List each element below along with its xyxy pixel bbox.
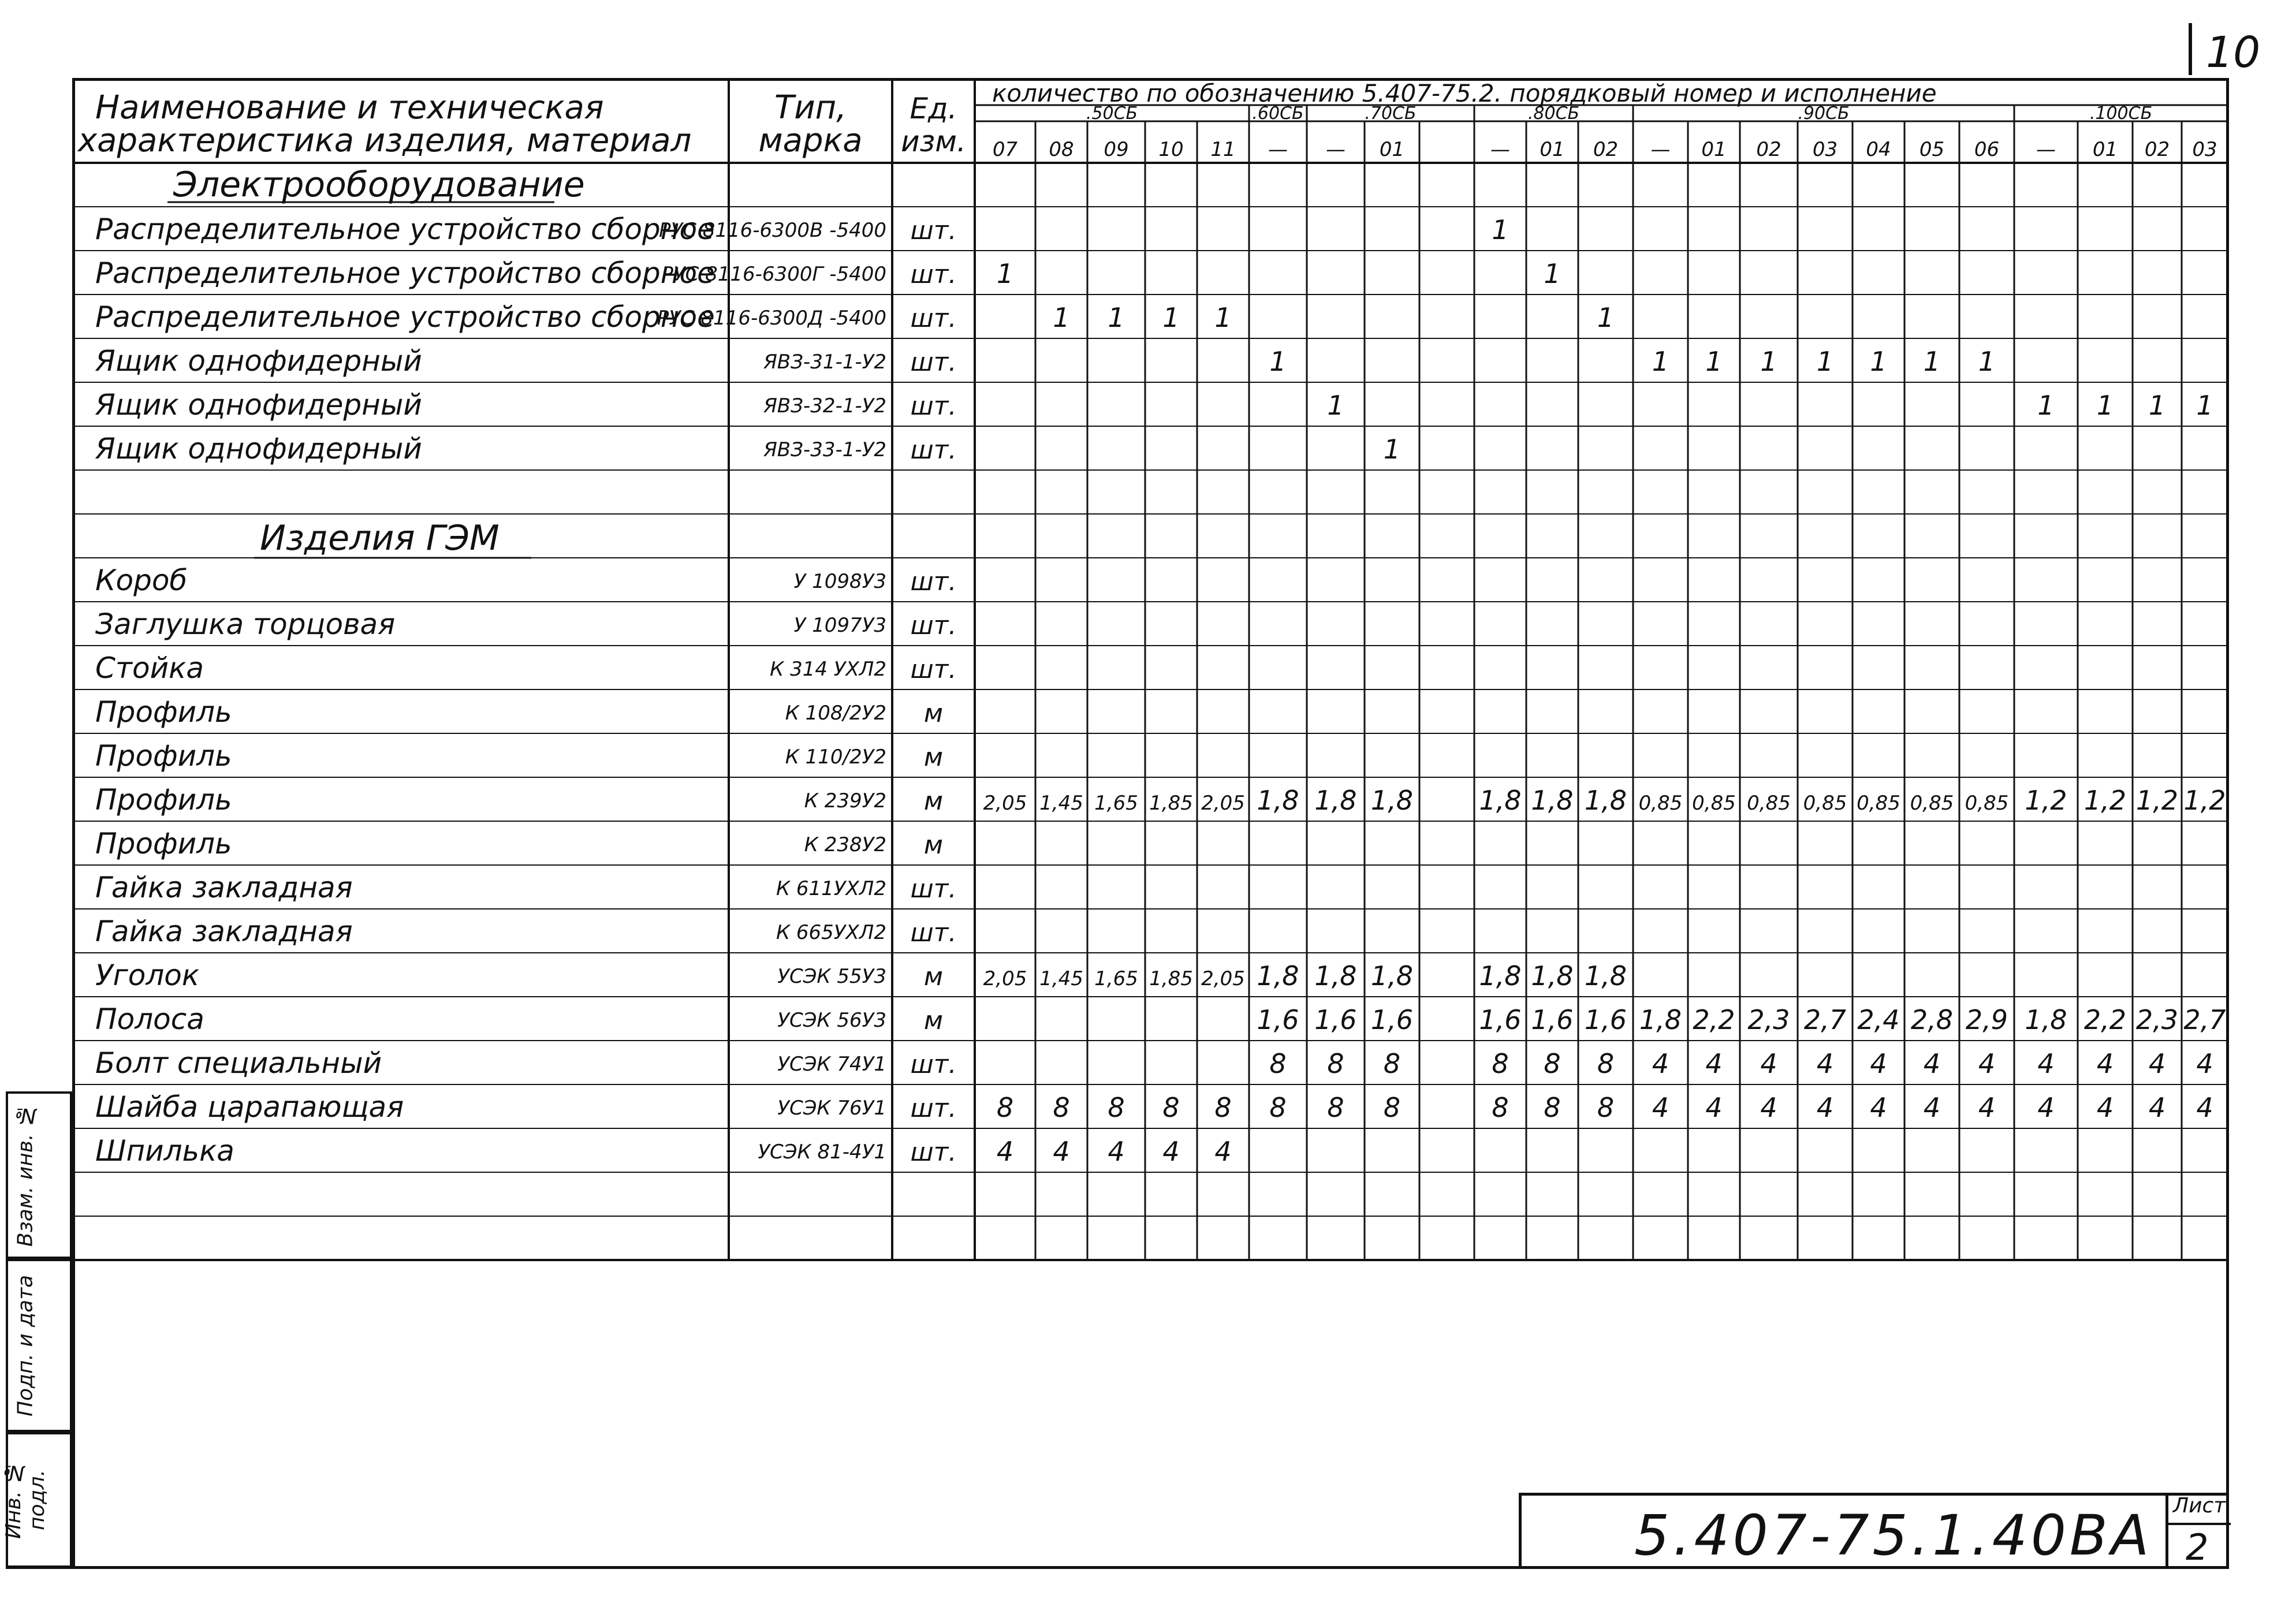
cell-20-10: 8 [1544,1092,1561,1123]
header-name-line2: характеристика изделия, материал [78,122,692,159]
row-type-9: У 1097У3 [793,614,886,637]
cell-13-6: 1,8 [1314,785,1357,816]
cell-13-18: 0,85 [1965,792,2009,815]
quantity-title: количество по обозначению 5.407-75.2. порядковый номер и исполнение [992,79,1937,107]
cell-13-13: 0,85 [1692,792,1736,815]
cell-20-1: 8 [1053,1092,1070,1123]
cell-18-5: 1,6 [1257,1004,1299,1035]
cell-19-15: 4 [1816,1048,1834,1079]
header-type-line1: Тип, [774,89,847,126]
row-unit-12: м [923,743,944,772]
row-type-21: УСЭК 81-4У1 [758,1140,886,1164]
cell-20-15: 4 [1816,1092,1834,1123]
cell-20-16: 4 [1870,1092,1887,1123]
row-type-1: РУС 8116-6300Г -5400 [661,263,886,286]
cell-13-9: 1,8 [1479,785,1522,816]
cell-20-22: 4 [2196,1092,2213,1123]
cell-1-0: 1 [996,258,1014,289]
row-type-2: РУС 8116-6300Д -5400 [657,307,886,330]
cell-18-7: 1,6 [1370,1004,1414,1035]
sheet-divider [2168,1523,2231,1525]
cell-3-16: 1 [1870,346,1887,377]
cell-3-17: 1 [1923,346,1941,377]
cell-17-7: 1,8 [1370,960,1414,991]
cell-18-11: 1,6 [1584,1004,1627,1035]
cell-17-11: 1,8 [1584,960,1627,991]
row-unit-15: шт. [910,874,957,904]
cell-18-14: 2,3 [1747,1004,1790,1035]
row-unit-13: м [923,787,944,816]
subcolumn-label-5: — [1268,138,1288,161]
cell-5-7: 1 [1383,434,1401,465]
subcolumn-label-4: 11 [1210,138,1236,161]
cell-13-14: 0,85 [1747,792,1791,815]
cell-19-12: 4 [1652,1048,1669,1079]
row-unit-20: шт. [910,1094,957,1123]
cell-13-21: 1,2 [2135,785,2179,816]
cell-2-11: 1 [1597,302,1615,333]
cell-21-1: 4 [1053,1136,1070,1167]
row-type-10: К 314 УХЛ2 [770,658,886,681]
row-name-19: Болт специальный [95,1046,382,1080]
cell-20-18: 4 [1978,1092,1996,1123]
cell-18-9: 1,6 [1479,1004,1522,1035]
cell-13-16: 0,85 [1857,792,1900,815]
subcolumn-label-10: 01 [1540,138,1565,161]
row-name-17: Уголок [95,959,200,992]
row-unit-2: шт. [910,304,957,333]
cell-19-19: 4 [2037,1048,2055,1079]
cell-13-10: 1,8 [1531,785,1574,816]
cell-20-12: 4 [1652,1092,1669,1123]
cell-21-0: 4 [996,1136,1014,1167]
cell-19-6: 8 [1327,1048,1344,1079]
cell-3-5: 1 [1269,346,1287,377]
cell-2-2: 1 [1108,302,1125,333]
sheet-value: 2 [2186,1526,2209,1568]
cell-19-22: 4 [2196,1048,2213,1079]
row-name-8: Короб [95,564,188,597]
group-label-4: .90СБ [1798,103,1850,124]
row-unit-4: шт. [910,392,957,421]
cell-13-20: 1,2 [2083,785,2127,816]
side-label-replacement: Взам. инв. № [13,1104,38,1247]
cell-19-10: 8 [1544,1048,1561,1079]
row-type-20: УСЭК 76У1 [777,1097,886,1120]
row-type-0: РУС 8116-6300В -5400 [658,219,886,242]
row-unit-10: шт. [910,655,957,684]
sheet-label: Лист [2173,1494,2226,1518]
row-name-14: Профиль [95,827,232,860]
cell-20-19: 4 [2037,1092,2055,1123]
group-label-2: .70СБ [1365,103,1417,124]
cell-13-11: 1,8 [1584,785,1627,816]
row-name-21: Шпилька [95,1134,234,1168]
row-unit-19: шт. [910,1050,957,1079]
header-type-line2: марка [758,122,863,159]
subcolumn-label-14: 02 [1756,138,1781,161]
cell-4-20: 1 [2096,390,2114,421]
cell-2-1: 1 [1053,302,1070,333]
cell-20-3: 8 [1162,1092,1180,1123]
subcolumn-label-6: — [1326,138,1345,161]
subcolumn-label-16: 04 [1866,138,1891,161]
row-name-20: Шайба царапающая [95,1090,404,1124]
document-code: 5.407-75.1.40ВА [1634,1503,2153,1568]
row-type-8: У 1098У3 [793,570,886,593]
cell-18-12: 1,8 [1639,1004,1682,1035]
subcolumn-label-20: 01 [2092,138,2118,161]
row-unit-3: шт. [910,348,957,377]
group-label-3: .80СБ [1527,103,1580,124]
row-name-5: Ящик однофидерный [95,432,422,465]
side-approval-strip [2,1091,72,1568]
row-name-2: Распределительное устройство сборное [95,300,715,334]
cell-19-11: 8 [1597,1048,1615,1079]
row-unit-14: м [923,830,944,860]
cell-20-11: 8 [1597,1092,1615,1123]
row-type-5: ЯВЗ-33-1-У2 [763,438,886,461]
cell-18-21: 2,3 [2135,1004,2179,1035]
cell-4-6: 1 [1327,390,1344,421]
header-unit-line2: изм. [901,125,966,158]
cell-20-7: 8 [1383,1092,1401,1123]
row-unit-9: шт. [910,611,957,640]
cell-13-22: 1,2 [2183,785,2226,816]
cell-18-6: 1,6 [1314,1004,1357,1035]
row-name-11: Профиль [95,695,232,729]
cell-21-3: 4 [1162,1136,1180,1167]
cell-13-2: 1,65 [1094,792,1138,815]
row-name-9: Заглушка торцовая [95,607,396,641]
row-unit-16: шт. [910,918,957,948]
cell-3-13: 1 [1705,346,1723,377]
sheet-box [2165,1493,2228,1568]
subcolumn-label-7: 01 [1379,138,1405,161]
row-unit-11: м [923,699,944,728]
cell-19-20: 4 [2096,1048,2114,1079]
group-label-1: .60СБ [1252,103,1304,124]
cell-20-4: 8 [1214,1092,1232,1123]
row-unit-18: м [923,1006,944,1035]
subcolumn-label-19: — [2036,138,2056,161]
cell-13-3: 1,85 [1149,792,1193,815]
cell-18-20: 2,2 [2083,1004,2127,1035]
cell-13-0: 2,05 [983,792,1027,815]
side-cell-signature [6,1259,72,1432]
subcolumn-label-3: 10 [1158,138,1184,161]
cell-18-10: 1,6 [1531,1004,1574,1035]
row-type-17: УСЭК 55У3 [777,965,886,988]
subcolumn-label-22: 03 [2192,138,2217,161]
side-label-signature: Подп. и дата [13,1274,38,1417]
row-unit-0: шт. [910,216,957,245]
cell-19-17: 4 [1923,1048,1941,1079]
subcolumn-label-9: — [1490,138,1510,161]
subcolumn-label-13: 01 [1701,138,1727,161]
row-name-15: Гайка закладная [95,871,353,904]
section-electro: Электрооборудование [173,165,585,205]
cell-19-16: 4 [1870,1048,1887,1079]
cell-13-1: 1,45 [1039,792,1083,815]
cell-18-17: 2,8 [1910,1004,1954,1035]
row-type-4: ЯВЗ-32-1-У2 [763,394,886,418]
cell-3-15: 1 [1816,346,1834,377]
cell-17-2: 1,65 [1094,967,1138,990]
cell-17-3: 1,85 [1149,967,1193,990]
cell-17-4: 2,05 [1201,967,1245,990]
row-name-0: Распределительное устройство сборное [95,213,715,246]
side-cell-replacement [6,1091,72,1259]
subcolumn-label-1: 08 [1049,138,1074,161]
cell-13-5: 1,8 [1257,785,1299,816]
row-name-12: Профиль [95,739,232,773]
cell-13-17: 0,85 [1910,792,1954,815]
cell-20-17: 4 [1923,1092,1941,1123]
cell-3-14: 1 [1760,346,1777,377]
cell-18-18: 2,9 [1965,1004,2008,1035]
cell-20-9: 8 [1492,1092,1509,1123]
cell-13-7: 1,8 [1370,785,1414,816]
row-type-19: УСЭК 74У1 [777,1053,886,1076]
row-name-1: Распределительное устройство сборное [95,256,715,290]
row-unit-17: м [923,962,944,991]
row-name-18: Полоса [95,1002,204,1036]
cell-19-18: 4 [1978,1048,1996,1079]
cell-19-14: 4 [1760,1048,1777,1079]
cell-17-5: 1,8 [1257,960,1299,991]
row-type-13: К 239У2 [804,789,886,812]
cell-21-2: 4 [1108,1136,1125,1167]
cell-17-6: 1,8 [1314,960,1357,991]
cell-20-20: 4 [2096,1092,2114,1123]
cell-19-9: 8 [1492,1048,1509,1079]
row-unit-8: шт. [910,567,957,597]
cell-19-5: 8 [1269,1048,1287,1079]
group-label-0: .50СБ [1086,103,1138,124]
header-unit-line1: Ед. [910,92,957,125]
cell-19-21: 4 [2148,1048,2166,1079]
cell-2-3: 1 [1162,302,1180,333]
cell-17-10: 1,8 [1531,960,1574,991]
cell-20-5: 8 [1269,1092,1287,1123]
row-type-14: К 238У2 [804,833,886,856]
cell-1-10: 1 [1544,258,1561,289]
row-name-13: Профиль [95,783,232,817]
cell-4-19: 1 [2037,390,2055,421]
cell-20-0: 8 [996,1092,1014,1123]
cell-18-19: 1,8 [2025,1004,2067,1035]
cell-19-7: 8 [1383,1048,1401,1079]
cell-17-9: 1,8 [1479,960,1522,991]
cell-13-12: 0,85 [1638,792,1683,815]
row-name-4: Ящик однофидерный [95,388,422,422]
header-name-line1: Наименование и техническая [95,89,604,126]
cell-17-1: 1,45 [1039,967,1083,990]
row-name-3: Ящик однофидерный [95,344,422,378]
page-number: 10 [2206,28,2261,77]
cell-13-19: 1,2 [2025,785,2067,816]
cell-3-18: 1 [1978,346,1996,377]
row-type-3: ЯВЗ-31-1-У2 [763,351,886,374]
row-type-16: К 665УХЛ2 [776,921,886,944]
cell-2-4: 1 [1214,302,1232,333]
subcolumn-label-15: 03 [1812,138,1838,161]
subcolumn-label-0: 07 [992,138,1018,161]
row-name-10: Стойка [95,651,204,685]
cell-13-4: 2,05 [1201,792,1245,815]
subcolumn-label-21: 02 [2144,138,2170,161]
title-block [1519,1493,2228,1568]
cell-4-22: 1 [2196,390,2213,421]
cell-17-0: 2,05 [983,967,1027,990]
subcolumn-label-2: 09 [1104,138,1129,161]
cell-3-12: 1 [1652,346,1669,377]
cell-20-14: 4 [1760,1092,1777,1123]
row-unit-21: шт. [910,1138,957,1167]
side-cell-inventory [2,1432,72,1568]
group-label-5: .100СБ [2089,103,2153,124]
side-label-inventory: Инв. № подл. [2,1460,49,1540]
row-type-15: К 611УХЛ2 [776,877,886,900]
subcolumn-label-17: 05 [1919,138,1945,161]
row-unit-1: шт. [910,260,957,289]
cell-20-2: 8 [1108,1092,1125,1123]
cell-19-13: 4 [1705,1048,1723,1079]
cell-21-4: 4 [1214,1136,1232,1167]
cell-4-21: 1 [2148,390,2166,421]
cell-20-13: 4 [1705,1092,1723,1123]
row-type-11: К 108/2У2 [785,702,886,725]
cell-0-9: 1 [1492,214,1509,245]
cell-18-15: 2,7 [1803,1004,1847,1035]
row-type-12: К 110/2У2 [785,746,886,769]
cell-20-6: 8 [1327,1092,1344,1123]
cell-18-13: 2,2 [1693,1004,1735,1035]
subcolumn-label-18: 06 [1974,138,2000,161]
subcolumn-label-12: — [1650,138,1671,161]
subcolumn-label-11: 02 [1593,138,1619,161]
cell-18-22: 2,7 [2183,1004,2226,1035]
row-name-16: Гайка закладная [95,915,353,948]
cell-20-21: 4 [2148,1092,2166,1123]
cell-18-16: 2,4 [1857,1004,1900,1035]
row-type-18: УСЭК 56У3 [777,1009,886,1032]
section-gem: Изделия ГЭМ [260,518,500,558]
row-unit-5: шт. [910,435,957,465]
cell-13-15: 0,85 [1803,792,1847,815]
